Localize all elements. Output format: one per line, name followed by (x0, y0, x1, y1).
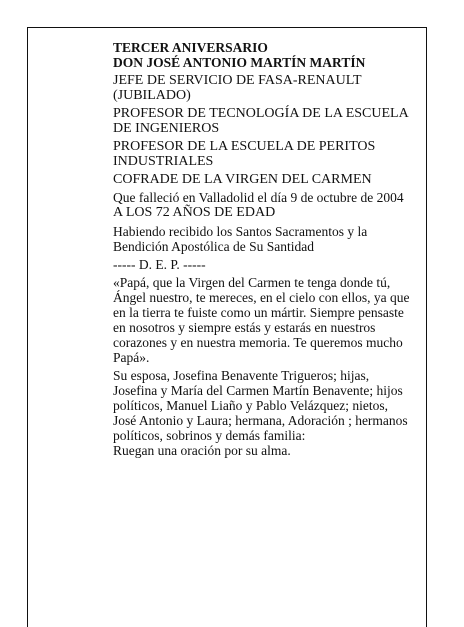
deceased-name: DON JOSÉ ANTONIO MARTÍN MARTÍN (113, 55, 366, 70)
title-professor-experts: PROFESOR DE LA ESCUELA DE PERITOS INDUSTRIALES (113, 139, 376, 169)
title-brotherhood: COFRADE DE LA VIRGEN DEL CARMEN (113, 172, 372, 187)
title-professor-engineering: PROFESOR DE TECNOLOGÍA DE LA ESCUELA DE INGENIEROS (113, 106, 408, 136)
title-job: JEFE DE SERVICIO DE FASA-RENAULT (JUBILADO) (113, 73, 362, 103)
dedication-text: «Papá, que la Virgen del Carmen te tenga donde tú, Ángel nuestro, te mereces, en el cielo con ellos, ya que en la tierra te fuiste como un mártir. Siempre pensaste en nosotros y siempre estás y estarás en nuestros corazones y en nuestra memoria. Te queremos mucho Papá». (113, 275, 410, 365)
rip-line: ----- D. E. P. ----- (113, 257, 206, 272)
family-list: Su esposa, Josefina Benavente Trigueros; hijas, Josefina y María del Carmen Martín Benavente; hijos políticos, Manuel Liaño y Pablo Velázquez; nietos, José Antonio y Laura; hermana, Adoración ; hermanos políticos, sobrinos y demás familia: (113, 368, 408, 443)
closing-prayer: Ruegan una oración por su alma. (113, 443, 291, 458)
death-notice: Que falleció en Valladolid el día 9 de octubre de 2004 (113, 190, 404, 205)
anniversary-heading: TERCER ANIVERSARIO (113, 40, 268, 55)
sacraments-text: Habiendo recibido los Santos Sacramentos y la Bendición Apostólica de Su Santidad (113, 224, 368, 254)
obituary-notice (113, 40, 413, 458)
age-line: A LOS 72 AÑOS DE EDAD (113, 205, 276, 220)
